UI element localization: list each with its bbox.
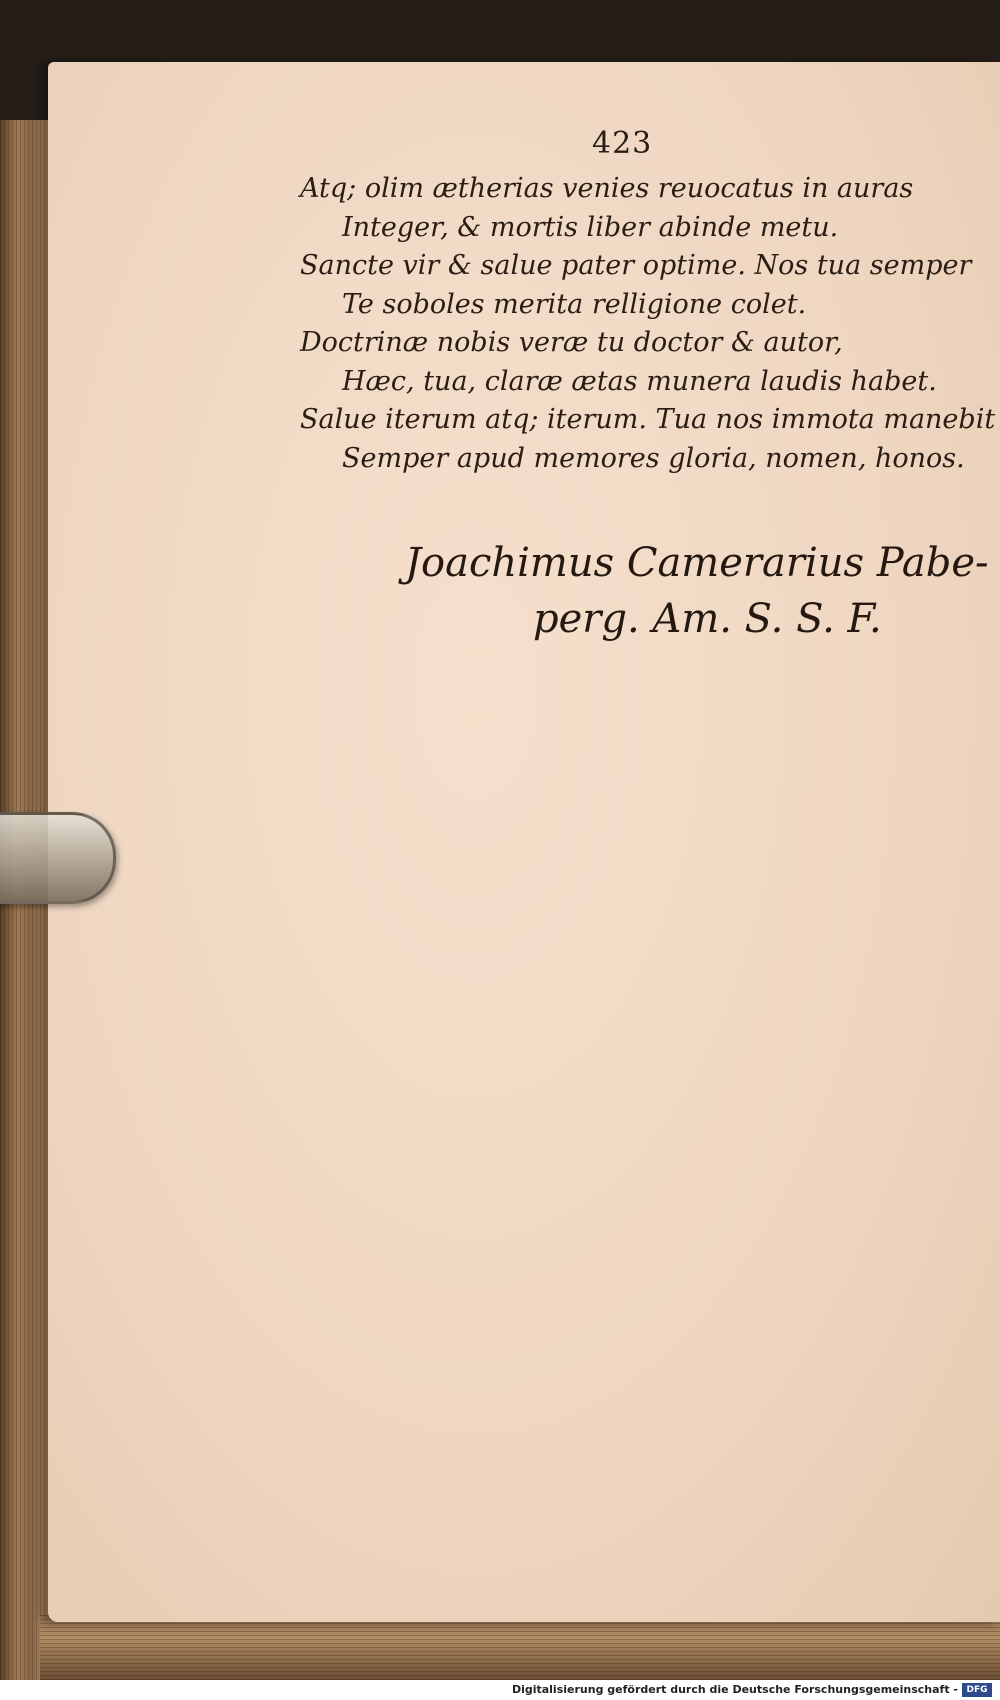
signature-line: Joachimus Camerarius Pabe- [405,540,989,586]
poem-line: Sancte vir & salue pater optime. Nos tua semper [300,250,972,281]
poem-line: Te soboles merita relligione colet. [342,288,807,320]
poem-text [300,170,996,478]
book-page-edges-bottom [40,1615,1000,1680]
poem-line: Integer, & mortis liber abinde metu. [342,211,839,243]
digitization-footer [0,1680,1000,1700]
poem-line: Atq; olim ætherias venies reuocatus in auras [300,173,914,204]
poem-line: Hæc, tua, claræ ætas munera laudis habet. [342,365,937,397]
page-holder-clip [0,812,116,904]
dfg-logo-icon: DFG [962,1683,992,1697]
author-signature [405,535,989,647]
funding-credit: Digitalisierung gefördert durch die Deutsche Forschungsgemeinschaft - [511,1683,958,1696]
poem-line: Doctrinæ nobis veræ tu doctor & autor, [300,327,843,358]
page-number: 423 [592,126,653,161]
poem-line: Salue iterum atq; iterum. Tua nos immota manebit [300,404,996,435]
poem-line: Semper apud memores gloria, nomen, honos. [342,442,965,474]
signature-line: perg. Am. S. S. F. [533,596,882,642]
